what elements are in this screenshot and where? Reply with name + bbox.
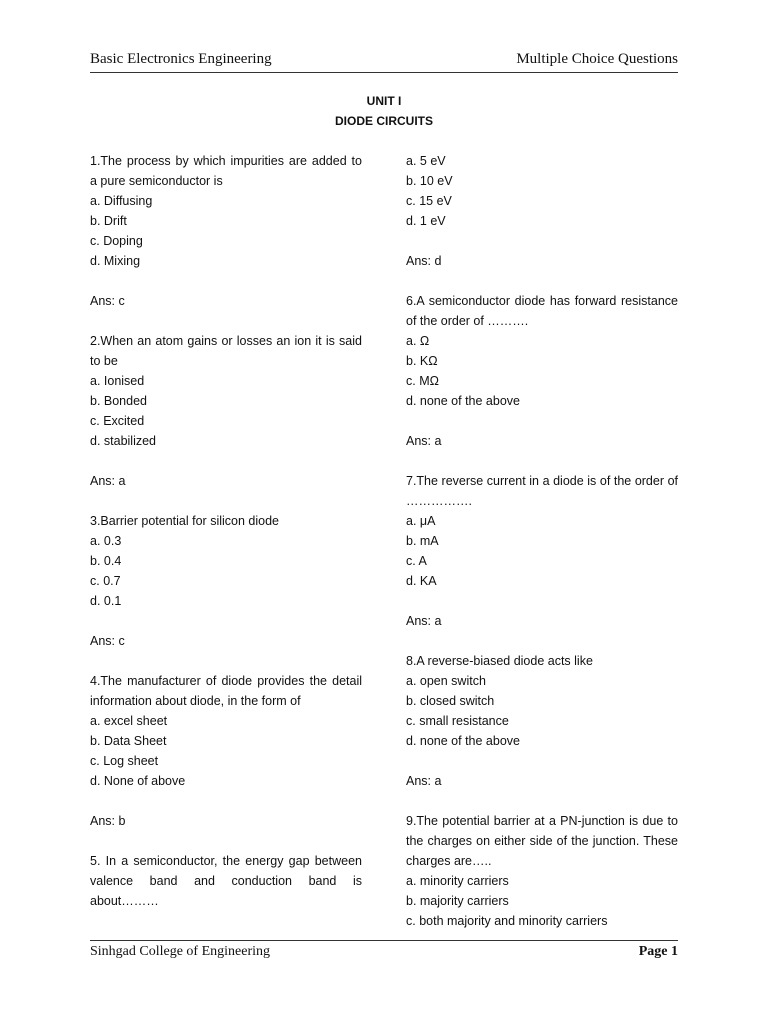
option: d. stabilized (90, 434, 157, 448)
left-column (90, 151, 362, 911)
option: a. open switch (406, 674, 486, 688)
option: d. Mixing (90, 254, 141, 268)
option: c. small resistance (406, 714, 509, 728)
option: c. 0.7 (90, 574, 121, 588)
option: b. closed switch (406, 694, 495, 708)
option: d. None of above (90, 774, 186, 788)
option: b. Drift (90, 214, 127, 228)
footer-rule (90, 940, 678, 941)
question-stem: 9.The potential barrier at a PN-junction is due to the charges on either side of the junction. These charges are….. (406, 814, 678, 868)
question-stem: 2.When an atom gains or losses an ion it is said to be (90, 334, 362, 368)
option: a. minority carriers (406, 874, 509, 888)
option: b. mA (406, 534, 439, 548)
option: d. KA (406, 574, 437, 588)
option: a. excel sheet (90, 714, 168, 728)
question-stem: 4.The manufacturer of diode provides the detail information about diode, in the form of (90, 674, 362, 708)
question-5 (90, 851, 362, 911)
topic-title: DIODE CIRCUITS (334, 114, 433, 128)
question-1 (90, 151, 362, 311)
option: a. 0.3 (90, 534, 122, 548)
option: b. KΩ (406, 354, 438, 368)
option: d. none of the above (406, 734, 520, 748)
option: c. Doping (90, 234, 143, 248)
question-3 (90, 511, 362, 651)
option: b. 0.4 (90, 554, 122, 568)
question-stem: 1.The process by which impurities are added to a pure semiconductor is (90, 154, 362, 188)
option: a. Ionised (90, 374, 145, 388)
question-9 (406, 811, 678, 931)
option: c. 15 eV (406, 194, 452, 208)
page-footer (90, 942, 678, 962)
question-6 (406, 291, 678, 451)
header-rule (90, 72, 678, 73)
header-course-title: Basic Electronics Engineering (90, 51, 272, 67)
right-column (406, 151, 678, 931)
option: b. Bonded (90, 394, 147, 408)
option: c. MΩ (406, 374, 439, 388)
option: c. Log sheet (90, 754, 159, 768)
question-stem: 6.A semiconductor diode has forward resistance of the order of ………. (406, 294, 678, 328)
question-8 (406, 651, 678, 791)
option: b. 10 eV (406, 174, 453, 188)
page-header (90, 46, 678, 68)
option: a. Ω (406, 334, 430, 348)
option: d. 0.1 (90, 594, 122, 608)
answer: Ans: a (406, 434, 442, 448)
page-number: Page 1 (638, 944, 678, 959)
option: c. Excited (90, 414, 145, 428)
option: b. majority carriers (406, 894, 509, 908)
option: a. Diffusing (90, 194, 153, 208)
option: d. none of the above (406, 394, 520, 408)
question-2 (90, 331, 362, 491)
answer: Ans: d (406, 254, 442, 268)
option: a. μA (406, 514, 436, 528)
option: b. Data Sheet (90, 734, 167, 748)
answer: Ans: a (406, 774, 442, 788)
option: c. both majority and minority carriers (406, 914, 608, 928)
option: a. 5 eV (406, 154, 446, 168)
answer: Ans: c (90, 294, 125, 308)
answer: Ans: a (90, 474, 126, 488)
question-stem: 3.Barrier potential for silicon diode (90, 514, 279, 528)
option: c. A (406, 554, 427, 568)
question-7 (406, 471, 678, 631)
question-4 (90, 671, 362, 831)
footer-institution: Sinhgad College of Engineering (90, 944, 271, 959)
option: d. 1 eV (406, 214, 446, 228)
question-stem: 8.A reverse-biased diode acts like (406, 654, 593, 668)
answer: Ans: c (90, 634, 125, 648)
question-5-options (406, 151, 678, 271)
question-stem: 5. In a semiconductor, the energy gap between valence band and conduction band is about……… (90, 854, 362, 908)
unit-title: UNIT I (366, 94, 402, 108)
header-section-title: Multiple Choice Questions (516, 51, 678, 67)
question-stem: 7.The reverse current in a diode is of the order of ……………. (406, 474, 678, 508)
answer: Ans: b (90, 814, 126, 828)
answer: Ans: a (406, 614, 442, 628)
